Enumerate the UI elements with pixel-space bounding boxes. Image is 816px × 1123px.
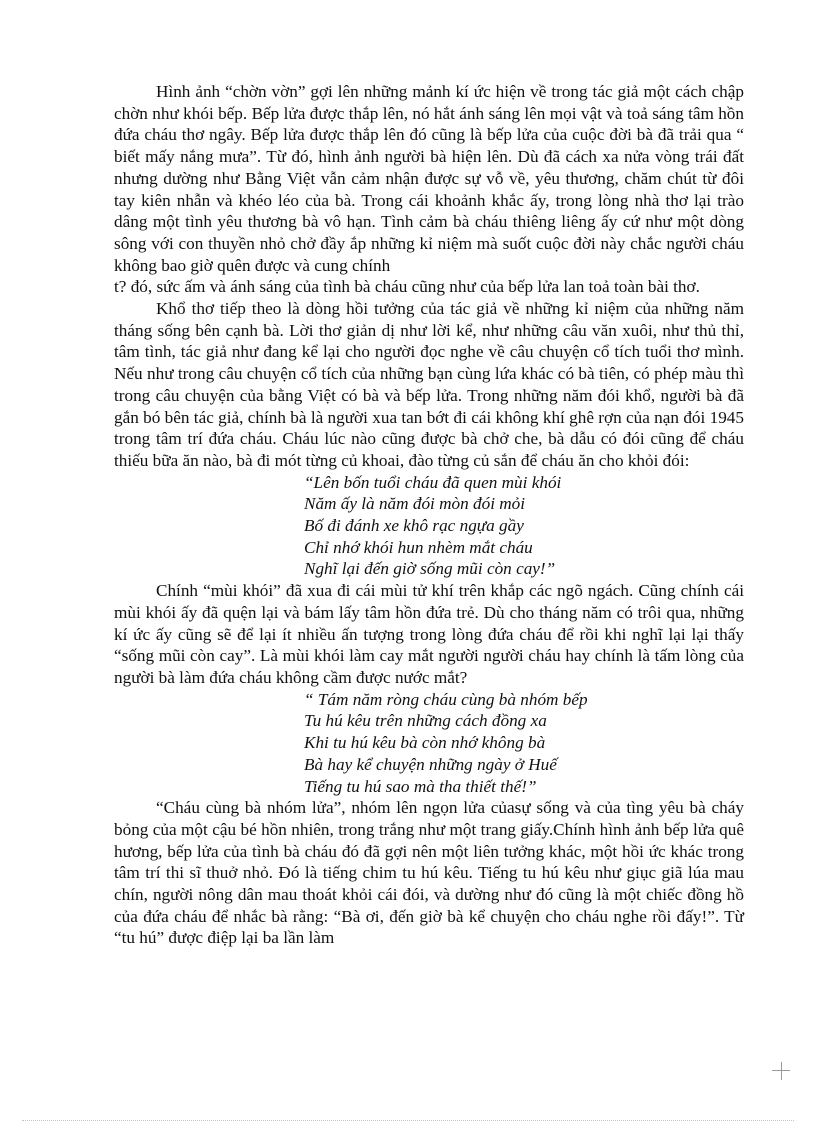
poem-verse: Tu hú kêu trên những cách đồng xa: [304, 711, 547, 731]
poem-verse: Bà hay kể chuyện những ngày ở Huế: [304, 754, 557, 774]
poem-verse: Bố đi đánh xe khô rạc ngựa gầy: [304, 516, 524, 536]
corner-mark-vertical: [781, 1062, 782, 1080]
paragraph-cuckoo: “Cháu cùng bà nhóm lửa”, nhóm lên ngọn lửa củasự sống và của tìng yêu bà cháy bỏng của một cậu bé hồn nhiên, trong trắng như một trang giấy.Chính hình ảnh bếp lửa quê hương, bếp lửa của tình bà cháu đó đã gợi nên một liên tưởng khác, một hồi ức khác trong tâm trí thi sĩ thuở nhỏ. Đó là tiếng chim tu hú kêu. Tiếng tu hú kêu như giục giã lúa mau chín, người nông dân mau thoát khỏi cái đói, và dường như đó cũng là một chiếc đồng hồ của đứa cháu để nhắc bà rằng: “Bà ơi, đến giờ bà kể chuyện cho cháu nghe rồi đấy!”. Từ “tu hú” được điệp lại ba lần làm: [114, 798, 744, 948]
page-bottom-rule: [22, 1120, 794, 1121]
poem-verse: “Lên bốn tuổi cháu đã quen mùi khói: [304, 472, 562, 492]
paragraph-memories: Khổ thơ tiếp theo là dòng hồi tưởng của tác giả về những kỉ niệm của những năm tháng sống bên cạnh bà. Lời thơ giản dị như lời kể, như những câu văn xuôi, như thủ thỉ, tâm tình, tác giả như đang kể lại cho người đọc nghe về câu chuyện cổ tích tuổi thơ mình. Nếu như trong câu chuyện cổ tích của những bạn cùng lứa khác có bà tiên, có phép màu thì trong câu chuyện của bằng Việt có bà và bếp lửa. Trong những năm đói khổ, người bà đã gắn bó bên tác giả, chính bà là người xua tan bớt đi cái không khí ghê rợn của nạn đói 1945 trong tâm trí đứa cháu. Cháu lúc nào cũng được bà chở che, bà dẫu có đói cũng để cháu thiếu bữa ăn nào, bà đi mót từng củ khoai, đào từng củ sắn để cháu ăn cho khỏi đói:: [114, 299, 744, 470]
page-corner-mark: [772, 1062, 790, 1080]
poem-verse: Khi tu hú kêu bà còn nhớ không bà: [304, 733, 546, 753]
poem-verse: Chỉ nhớ khói hun nhèm mắt cháu: [304, 537, 533, 557]
document-body: [114, 81, 744, 949]
poem-verse: Nghĩ lại đến giờ sống mũi còn cay!”: [304, 559, 556, 579]
broken-line: t? đó, sức ấm và ánh sáng của tình bà cháu cũng như của bếp lửa lan toả toàn bài thơ.: [114, 277, 700, 297]
poem-stanza-1: [114, 472, 744, 581]
poem-verse: Tiếng tu hú sao mà tha thiết thế!”: [304, 776, 537, 796]
intro-paragraph: Hình ảnh “chờn vờn” gợi lên những mảnh kí ức hiện về trong tác giả một cách chập chờn như khói bếp. Bếp lửa được thắp lên, nó hắt ánh sáng lên mọi vật và toả sáng tâm hồn đứa cháu thơ ngây. Bếp lửa được thắp lên đó cũng là bếp lửa của cuộc đời bà đã trải qua “ biết mấy nắng mưa”. Từ đó, hình ảnh người bà hiện lên. Dù đã cách xa nửa vòng trái đất nhưng dường như Bằng Việt vẫn cảm nhận được sự vỗ về, yêu thương, chăm chút từ đôi tay kiên nhẫn và khéo léo của bà. Trong cái khoảnh khắc ấy, trong lòng nhà thơ lại trào dâng một tình yêu thương bà vô hạn. Tình cảm bà cháu thiêng liêng ấy cứ như một dòng sông với con thuyền nhỏ chở đầy ắp những kỉ niệm mà suốt cuộc đời này chắc người cháu không bao giờ quên được và cung chính: [114, 82, 744, 275]
paragraph-smoke: Chính “mùi khói” đã xua đi cái mùi tử khí trên khắp các ngõ ngách. Cũng chính cái mùi khói ấy đã quện lại và bám lấy tâm hồn đứa trẻ. Dù cho tháng năm có trôi qua, những kí ức ấy cũng sẽ để lại ít nhiều ấn tượng trong lòng đứa cháu để rồi khi nghĩ lại lại thấy “sống mũi còn cay”. Là mùi khói làm cay mắt người người cháu hay chính là tấm lòng của người bà làm đứa cháu không cầm được nước mắt?: [114, 581, 744, 687]
poem-verse: Năm ấy là năm đói mòn đói mỏi: [304, 494, 526, 514]
poem-stanza-2: [114, 689, 744, 798]
poem-verse: “ Tám năm ròng cháu cùng bà nhóm bếp: [304, 689, 588, 709]
